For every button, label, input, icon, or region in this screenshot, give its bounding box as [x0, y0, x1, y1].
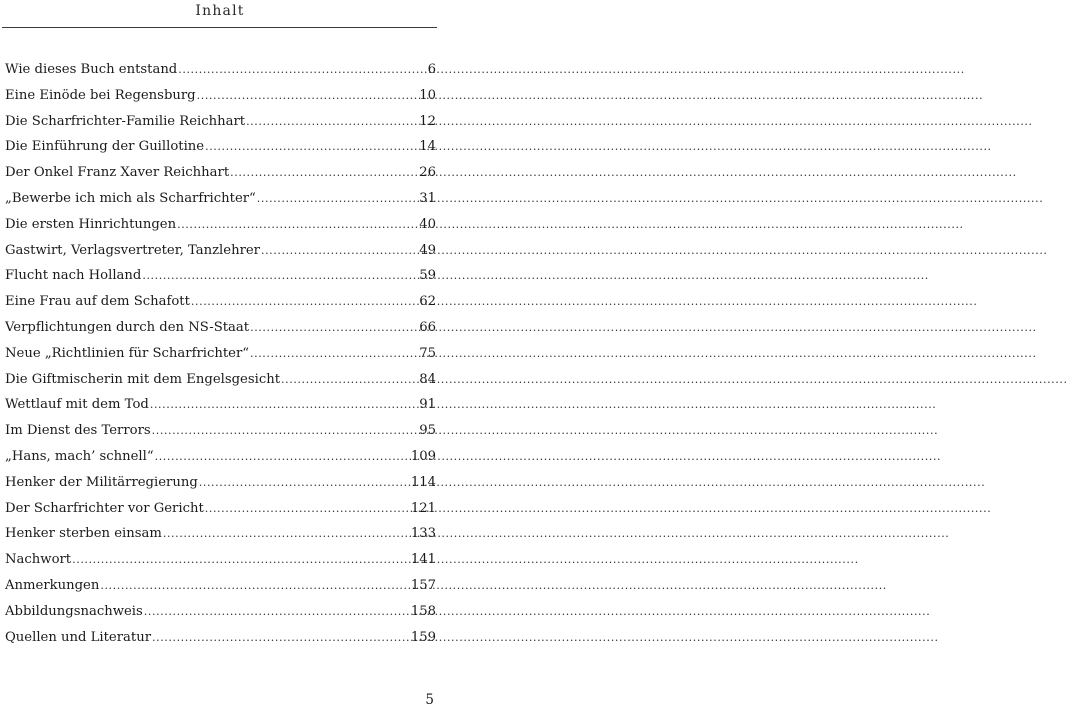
toc-entry[interactable]	[5, 217, 436, 243]
dot-leader	[260, 244, 419, 257]
toc-entry-page: 75	[419, 345, 436, 361]
dot-leader	[154, 450, 411, 463]
toc-entry-title: Im Dienst des Terrors	[5, 423, 151, 439]
toc-entry[interactable]	[5, 501, 436, 527]
toc-entry[interactable]	[5, 243, 436, 269]
dot-leader	[196, 89, 420, 102]
toc-entry-title: Quellen und Literatur	[5, 629, 151, 645]
dot-leader	[149, 398, 419, 411]
toc-entry[interactable]	[5, 139, 436, 165]
toc-entry-title: Die ersten Hinrichtungen	[5, 216, 177, 232]
toc-entry[interactable]	[5, 475, 436, 501]
toc-entry-title: Flucht nach Holland	[5, 268, 142, 284]
toc-entry-page: 40	[419, 216, 436, 232]
toc-entry-title: Wettlauf mit dem Tod	[5, 397, 149, 413]
toc-entry-title: Gastwirt, Verlagsvertreter, Tanzlehrer	[5, 242, 260, 258]
toc-entry-title: Anmerkungen	[5, 577, 100, 593]
toc-entry-title: Der Scharfrichter vor Gericht	[5, 500, 204, 516]
toc-entry-title: Nachwort	[5, 552, 72, 568]
toc-entry-page: 62	[419, 294, 436, 310]
toc-entry-title: Der Onkel Franz Xaver Reichhart	[5, 165, 230, 181]
dot-leader	[256, 192, 419, 205]
toc-entry-page: 95	[419, 423, 436, 439]
table-of-contents	[5, 62, 436, 655]
toc-entry-title: Die Einführung der Guillotine	[5, 139, 205, 155]
dot-leader	[162, 527, 411, 540]
toc-entry-page: 159	[410, 629, 436, 645]
dot-leader	[229, 166, 419, 179]
toc-entry[interactable]	[5, 397, 436, 423]
toc-entry-title: Verpflichtungen durch den NS-Staat	[5, 319, 250, 335]
toc-entry-page: 6	[427, 62, 436, 77]
toc-entry-page: 31	[419, 190, 436, 206]
header-rule	[2, 27, 437, 28]
dot-leader	[151, 631, 411, 644]
toc-entry-title: Die Scharfrichter-Familie Reichhart	[5, 113, 246, 129]
toc-entry-page: 49	[419, 242, 436, 258]
toc-entry-page: 14	[419, 139, 436, 155]
toc-entry-page: 66	[419, 319, 436, 335]
dot-leader	[71, 553, 411, 566]
dot-leader	[280, 373, 419, 386]
toc-entry[interactable]	[5, 604, 436, 630]
toc-entry-title: Henker der Militärregierung	[5, 474, 198, 490]
toc-entry[interactable]	[5, 114, 436, 140]
dot-leader	[190, 295, 419, 308]
dot-leader	[143, 605, 411, 618]
toc-entry[interactable]	[5, 346, 436, 372]
running-head: Inhalt	[195, 3, 245, 19]
toc-entry[interactable]	[5, 526, 436, 552]
toc-entry-page: 158	[410, 603, 436, 619]
toc-entry-title: Die Giftmischerin mit dem Engelsgesicht	[5, 371, 281, 387]
toc-entry-page: 157	[410, 577, 436, 593]
dot-leader	[151, 424, 420, 437]
toc-entry-title: Neue „Richtlinien für Scharfrichter“	[5, 345, 250, 361]
toc-entry[interactable]	[5, 552, 436, 578]
toc-entry-page: 114	[410, 474, 436, 490]
toc-entry-page: 26	[419, 165, 436, 181]
toc-entry[interactable]	[5, 449, 436, 475]
toc-entry[interactable]	[5, 191, 436, 217]
dot-leader	[245, 115, 419, 128]
toc-entry[interactable]	[5, 423, 436, 449]
toc-entry[interactable]	[5, 372, 436, 398]
dot-leader	[176, 218, 419, 231]
dot-leader	[204, 140, 419, 153]
toc-entry-title: „Hans, mach’ schnell“	[5, 448, 154, 464]
toc-entry-title: Wie dieses Buch entstand	[5, 62, 178, 77]
toc-entry-title: „Bewerbe ich mich als Scharfrichter“	[5, 190, 256, 206]
toc-entry-page: 133	[410, 526, 436, 542]
dot-leader	[141, 269, 419, 282]
toc-entry[interactable]	[5, 320, 436, 346]
toc-entry-page: 121	[410, 500, 436, 516]
dot-leader	[249, 347, 419, 360]
dot-leader	[177, 63, 427, 76]
toc-entry-title: Eine Einöde bei Regensburg	[5, 87, 196, 103]
dot-leader	[99, 579, 410, 592]
toc-entry[interactable]	[5, 88, 436, 114]
dot-leader	[249, 321, 419, 334]
toc-entry[interactable]	[5, 630, 436, 656]
toc-entry-title: Eine Frau auf dem Schafott	[5, 294, 190, 310]
toc-entry-page: 141	[410, 552, 436, 568]
toc-entry-title: Abbildungsnachweis	[5, 603, 143, 619]
toc-entry-page: 109	[410, 448, 436, 464]
toc-entry[interactable]	[5, 62, 436, 88]
dot-leader	[198, 476, 411, 489]
toc-entry[interactable]	[5, 294, 436, 320]
toc-entry[interactable]	[5, 165, 436, 191]
toc-entry-page: 84	[419, 371, 436, 387]
dot-leader	[204, 502, 411, 515]
page-number: 5	[425, 692, 434, 708]
toc-entry-page: 59	[419, 268, 436, 284]
toc-entry-title: Henker sterben einsam	[5, 526, 162, 542]
toc-entry-page: 12	[419, 113, 436, 129]
toc-entry[interactable]	[5, 578, 436, 604]
toc-entry-page: 91	[419, 397, 436, 413]
toc-entry-page: 10	[419, 87, 436, 103]
toc-entry[interactable]	[5, 268, 436, 294]
